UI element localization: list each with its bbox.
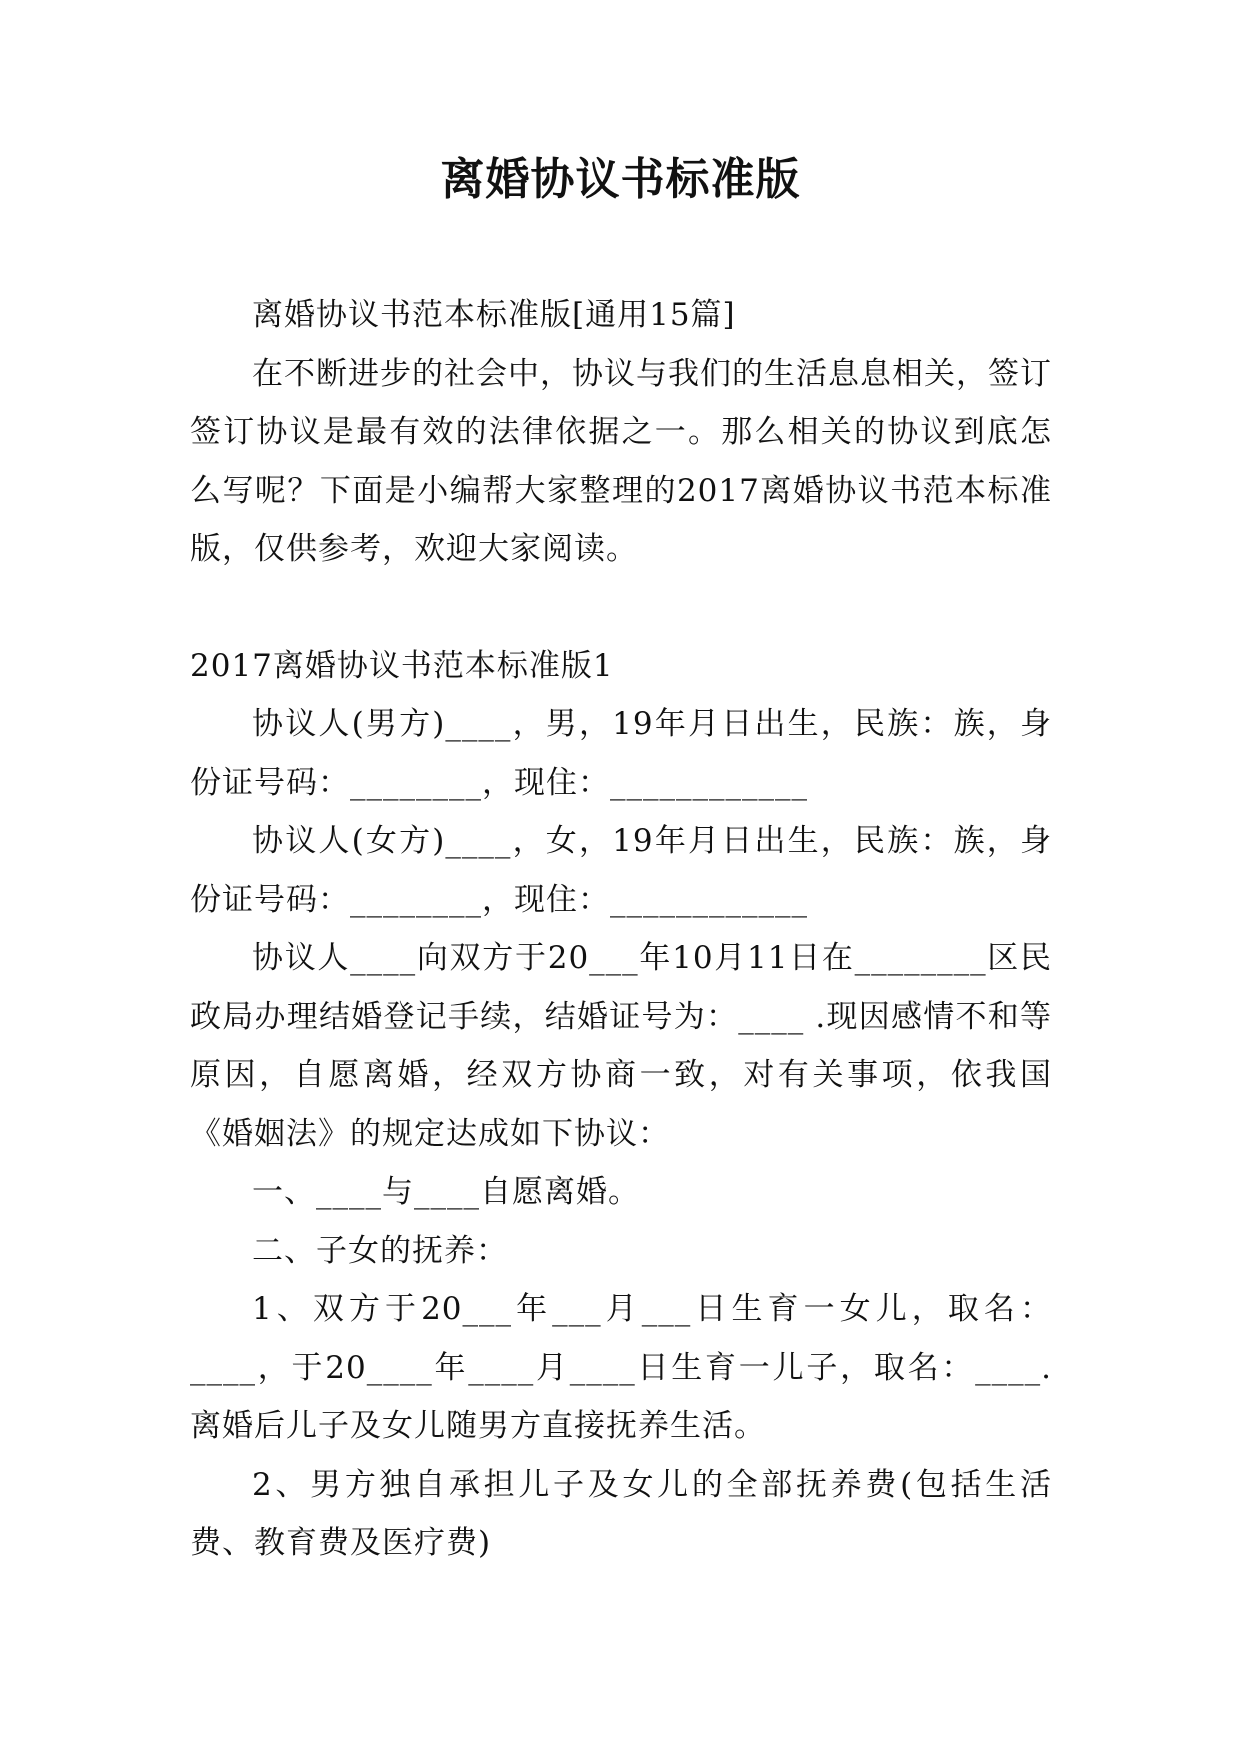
intro-paragraph: 在不断进步的社会中，协议与我们的生活息息相关，签订签订协议是最有效的法律依据之一。那么相关的协议到底怎么写呢？下面是小编帮大家整理的2017离婚协议书范本标准版，仅供参考，欢迎大家阅读。 [190, 355, 1052, 567]
document-title: 离婚协议书标准版 [440, 154, 801, 205]
subtitle-paragraph: 离婚协议书范本标准版[通用15篇] [252, 297, 736, 333]
party-female-paragraph: 协议人(女方)____，女，19年月日出生，民族：族，身份证号码：________，现住：____________ [190, 823, 1052, 918]
clause-one-paragraph: 一、____与____自愿离婚。 [252, 1174, 640, 1210]
party-male-paragraph: 协议人(男方)____，男，19年月日出生，民族：族，身份证号码：________，现住：____________ [190, 706, 1052, 801]
paragraph-spacer [190, 579, 1052, 637]
clause-two-heading: 二、子女的抚养： [252, 1232, 508, 1269]
marriage-registration-paragraph: 协议人____向双方于20___年10月11日在________区民政局办理结婚登记手续，结婚证号为：____ .现因感情不和等原因，自愿离婚，经双方协商一致，对有关事项，依我国《婚姻法》的规定达成如下协议： [190, 940, 1052, 1152]
section-heading: 2017离婚协议书范本标准版1 [190, 647, 614, 684]
document-body [190, 286, 1052, 1573]
clause-two-item-1: 1、双方于20___年___月___日生育一女儿，取名：____，于20____年____月____日生育一儿子，取名：____.离婚后儿子及女儿随男方直接抚养生活。 [190, 1291, 1052, 1444]
clause-two-item-2: 2、男方独自承担儿子及女儿的全部抚养费(包括生活费、教育费及医疗费) [190, 1466, 1052, 1561]
